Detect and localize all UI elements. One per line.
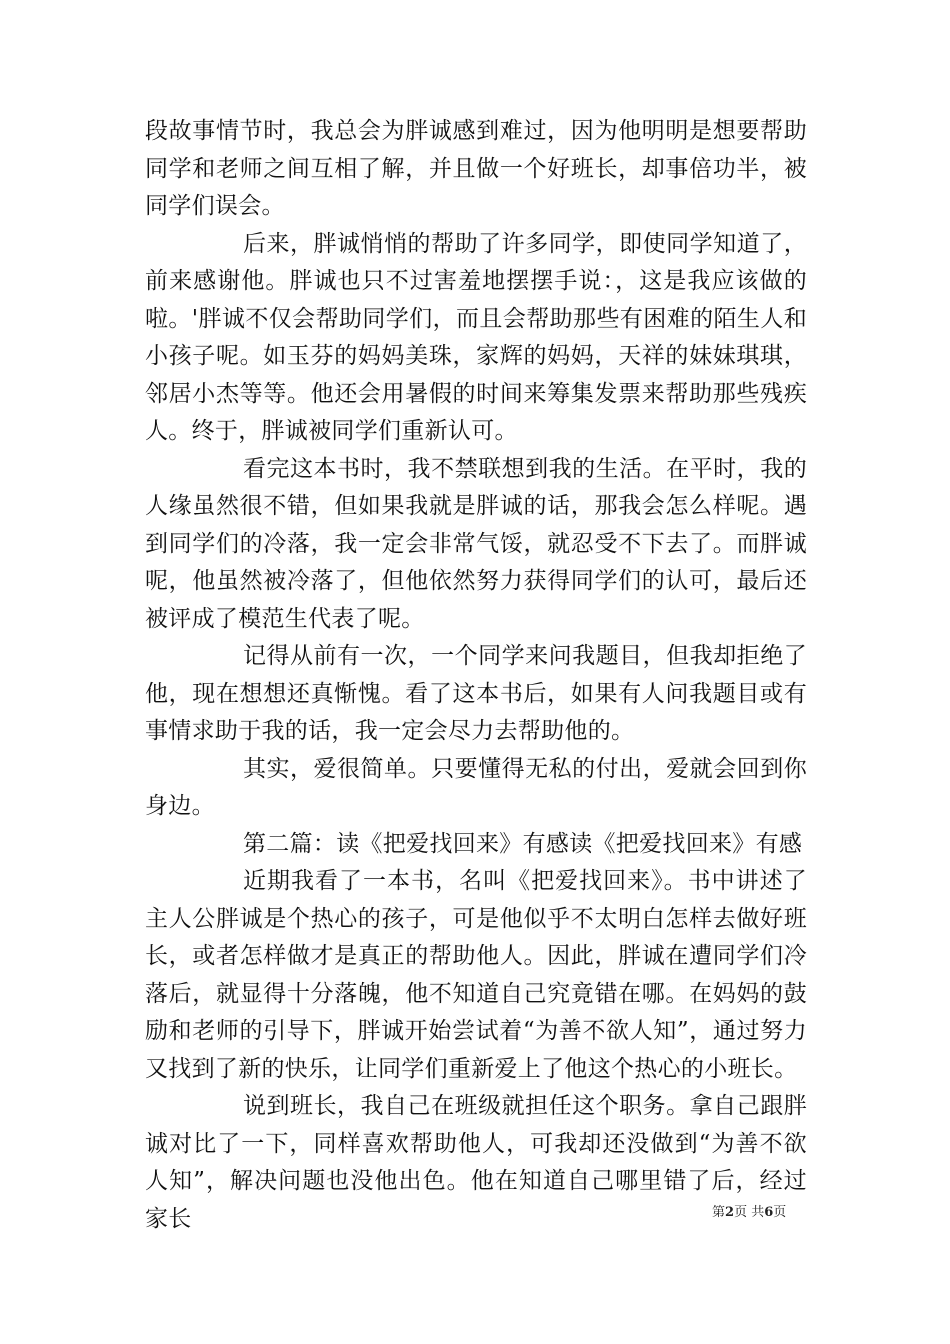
footer-middle: 页 共: [734, 1205, 765, 1220]
paragraph-6: 近期我看了一本书，名叫《把爱找回来》。书中讲述了主人公胖诚是个热心的孩子，可是他似乎不太明白怎样去做好班长，或者怎样做才是真正的帮助他人。因此，胖诚在遭同学们冷落后，就显得十分落魄，他不知道自己究竟错在哪。在妈妈的鼓励和老师的引导下，胖诚开始尝试着“为善不欲人知”，通过努力又找到了新的快乐，让同学们重新爱上了他这个热心的小班长。: [145, 868, 807, 1082]
paragraph-1: 段故事情节时，我总会为胖诚感到难过，因为他明明是想要帮助同学和老师之间互相了解，并且做一个好班长，却事倍功半，被同学们误会。: [145, 118, 807, 219]
paragraph-4: 记得从前有一次，一个同学来问我题目，但我却拒绝了他，现在想想还真惭愧。看了这本书后，如果有人问我题目或有事情求助于我的话，我一定会尽力去帮助他的。: [145, 643, 807, 744]
total-pages-number: 6: [764, 1205, 774, 1220]
footer-suffix: 页: [773, 1205, 787, 1220]
paragraph-5: 其实，爱很简单。只要懂得无私的付出，爱就会回到你身边。: [145, 755, 807, 819]
footer-prefix: 第: [712, 1205, 726, 1220]
document-body: [145, 113, 807, 1238]
page-number-footer: [712, 1204, 786, 1222]
paragraph-3: 看完这本书时，我不禁联想到我的生活。在平时，我的人缘虽然很不错，但如果我就是胖诚的话，那我会怎么样呢。遇到同学们的冷落，我一定会非常气馁，就忍受不下去了。而胖诚呢，他虽然被冷落了，但他依然努力获得同学们的认可，最后还被评成了模范生代表了呢。: [145, 455, 807, 632]
current-page-number: 2: [725, 1205, 735, 1220]
paragraph-7: 说到班长，我自己在班级就担任这个职务。拿自己跟胖诚对比了一下，同样喜欢帮助他人，可我却还没做到“为善不欲人知”，解决问题也没他出色。他在知道自己哪里错了后，经过家长: [145, 1093, 807, 1232]
section-heading: 第二篇：读《把爱找回来》有感读《把爱找回来》有感: [243, 830, 803, 857]
paragraph-2: 后来，胖诚悄悄的帮助了许多同学，即使同学知道了，前来感谢他。胖诚也只不过害羞地摆摆手说：，这是我应该做的啦。'胖诚不仅会帮助同学们，而且会帮助那些有困难的陌生人和小孩子呢。如玉芬的妈妈美珠，家辉的妈妈，天祥的妹妹琪琪，邻居小杰等等。他还会用暑假的时间来筹集发票来帮助那些残疾人。终于，胖诚被同学们重新认可。: [145, 230, 807, 444]
